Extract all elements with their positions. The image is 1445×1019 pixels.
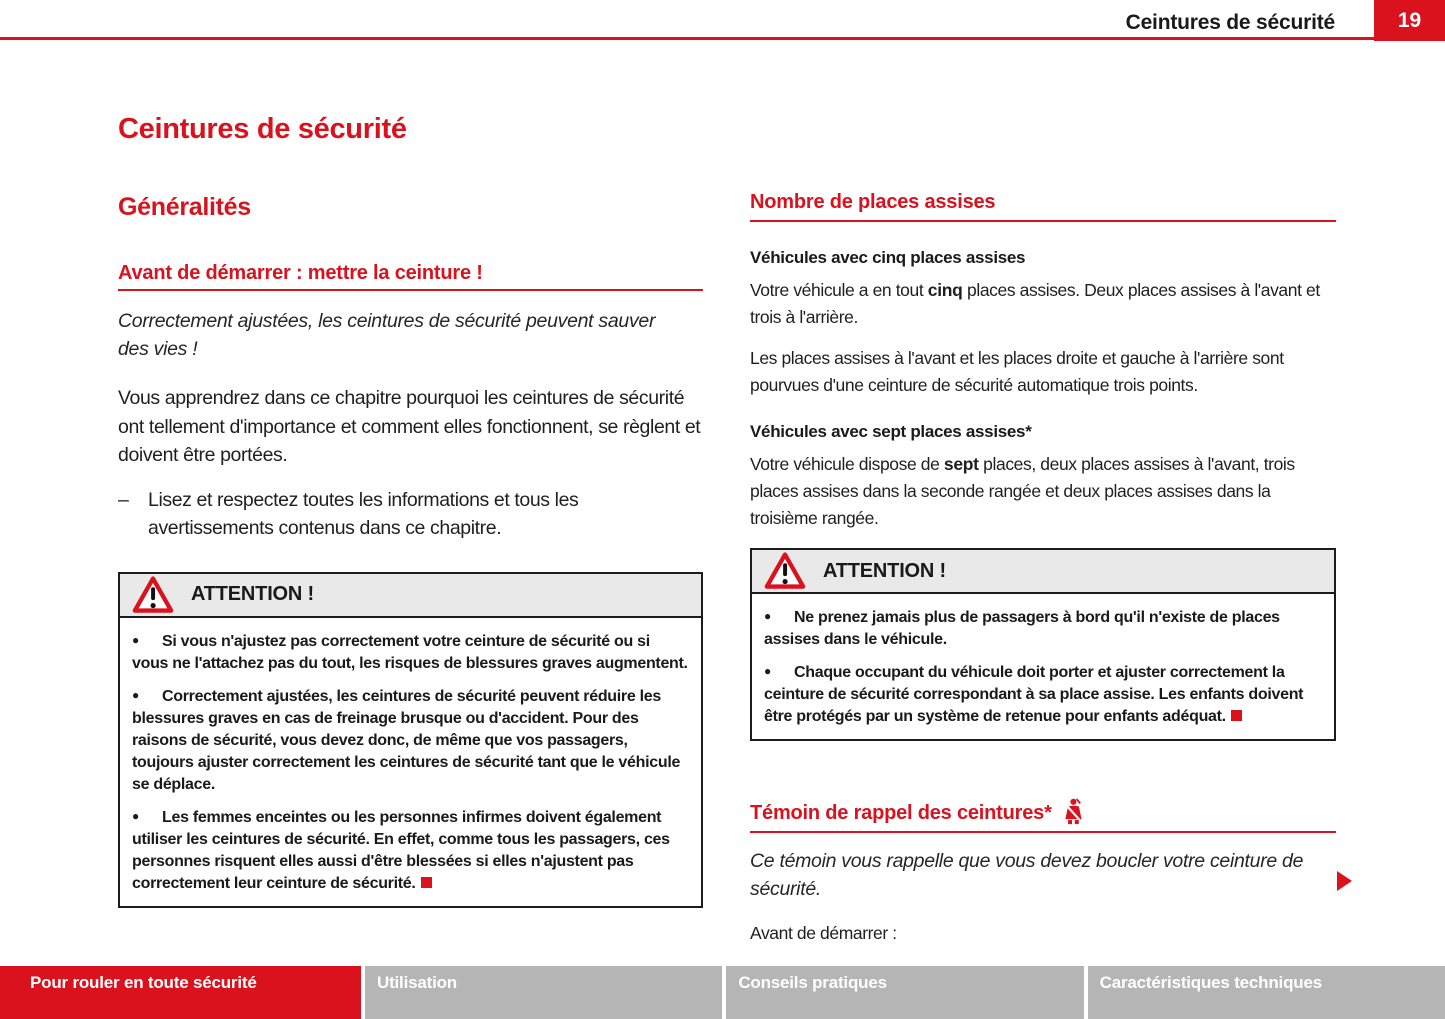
- warning-item-text: Les femmes enceintes ou les personnes infirmes doivent également utiliser les ceintures de sécurité. En effet, comme tous les passagers, ces personnes risquent elles aussi d'être blessées si elles n'ajustent pas correctement leur ceinture de sécurité.: [132, 808, 670, 892]
- section-title-generalites: Généralités: [118, 193, 251, 221]
- page-number-badge: 19: [1374, 0, 1445, 41]
- warning-item-text: Ne prenez jamais plus de passagers à bord qu'il n'existe de places assises dans le véhicule.: [764, 609, 1280, 648]
- footer-tab-conseils-pratiques: Conseils pratiques: [726, 966, 1083, 1019]
- warning-box-body: [120, 618, 701, 906]
- warning-box-header: [752, 550, 1334, 594]
- attention-title: ATTENTION !: [191, 583, 314, 605]
- dash-list-item: [118, 486, 703, 543]
- warning-item-text: Si vous n'ajustez pas correctement votre ceinture de sécurité ou si vous ne l'attachez pas du tout, les risques de blessures graves augmentent.: [132, 632, 688, 672]
- intro-paragraph: Vous apprendrez dans ce chapitre pourquoi les ceintures de sécurité ont tellement d'importance et comment elles fonctionnent, se règlent et doivent être portées.: [118, 387, 701, 466]
- before-start-text: Avant de démarrer :: [750, 923, 897, 943]
- footer-tab-utilisation: Utilisation: [365, 966, 722, 1019]
- warning-item: [132, 805, 689, 895]
- continue-arrow-icon: [1337, 871, 1352, 891]
- warning-item: [132, 629, 689, 675]
- warning-item: [764, 605, 1322, 651]
- bullet-icon: ●: [764, 664, 771, 678]
- warning-box-header: [120, 574, 701, 618]
- header-chapter-title: Ceintures de sécurité: [1125, 11, 1335, 34]
- end-marker-icon: [1231, 710, 1242, 721]
- subsection-title-avant-de-demarrer: Avant de démarrer : mettre la ceinture !: [118, 261, 703, 291]
- seatbelt-reminder-icon: [1062, 798, 1084, 825]
- bullet-icon: ●: [764, 609, 771, 623]
- bullet-icon: ●: [132, 632, 139, 647]
- dash-glyph: –: [118, 488, 129, 511]
- lead-paragraph: Correctement ajustées, les ceintures de sécurité peuvent sauver des vies !: [118, 310, 656, 360]
- warning-box-body: [752, 594, 1334, 739]
- warning-triangle-icon: [132, 576, 174, 614]
- bullet-icon: ●: [132, 687, 139, 702]
- footer-tab-caracteristiques: Caractéristiques techniques: [1088, 966, 1445, 1019]
- warning-item: [764, 660, 1322, 728]
- bullet-icon: ●: [132, 808, 139, 823]
- bold-word-sept: sept: [943, 454, 979, 474]
- seven-seats-heading: Véhicules avec sept places assises*: [750, 422, 1032, 441]
- footer-nav: [0, 966, 1445, 1019]
- paragraph-text: places assises. Deux places assises à l'avant et trois à l'arrière.: [750, 280, 1320, 327]
- warning-item-text: Correctement ajustées, les ceintures de sécurité peuvent réduire les blessures graves en cas de freinage brusque ou d'accident. Pour des raisons de sécurité, vous devez donc, de même que vos passagers, toujours ajuster correctement les ceintures de sécurité tant que le véhicule se déplace.: [132, 687, 681, 793]
- bold-word-cinq: cinq: [927, 280, 963, 300]
- belt-equipment-paragraph: Les places assises à l'avant et les places droite et gauche à l'arrière sont pourvues d'une ceinture de sécurité automatique trois points.: [750, 348, 1284, 395]
- paragraph-text: Votre véhicule dispose de: [750, 454, 944, 474]
- end-marker-icon: [421, 877, 432, 888]
- warning-box-left: [118, 572, 703, 908]
- chapter-title: Ceintures de sécurité: [118, 113, 407, 145]
- warning-item: [132, 684, 689, 796]
- five-seats-heading: Véhicules avec cinq places assises: [750, 248, 1026, 267]
- five-seats-paragraph: [750, 277, 1336, 331]
- warning-item-text: Chaque occupant du véhicule doit porter et ajuster correctement la ceinture de sécurité correspondant à sa place assise. Les enfants doivent être protégés par un système de retenue pour enfants adéquat.: [764, 664, 1304, 725]
- attention-title: ATTENTION !: [823, 559, 946, 582]
- paragraph-text: Votre véhicule a en tout: [750, 280, 928, 300]
- warning-triangle-icon: [764, 552, 806, 590]
- section-title-temoin-rappel: [750, 801, 1336, 833]
- warning-box-right: [750, 548, 1336, 741]
- footer-tab-pour-rouler: Pour rouler en toute sécurité: [0, 966, 361, 1019]
- seven-seats-paragraph: [750, 451, 1336, 532]
- reminder-lead-paragraph: Ce témoin vous rappelle que vous devez boucler votre ceinture de sécurité.: [750, 850, 1304, 900]
- right-column: [750, 0, 1336, 944]
- paragraph-text: places, deux places assises à l'avant, trois places assises dans la seconde rangée et deux places assises dans la troisième rangée.: [750, 454, 1295, 528]
- section-title-nombre-places: Nombre de places assises: [750, 190, 1336, 222]
- reminder-title-text: Témoin de rappel des ceintures*: [750, 802, 1052, 824]
- dash-list-text: Lisez et respectez toutes les informations et tous les avertissements contenus dans ce chapitre.: [148, 488, 579, 539]
- left-column: [118, 0, 703, 908]
